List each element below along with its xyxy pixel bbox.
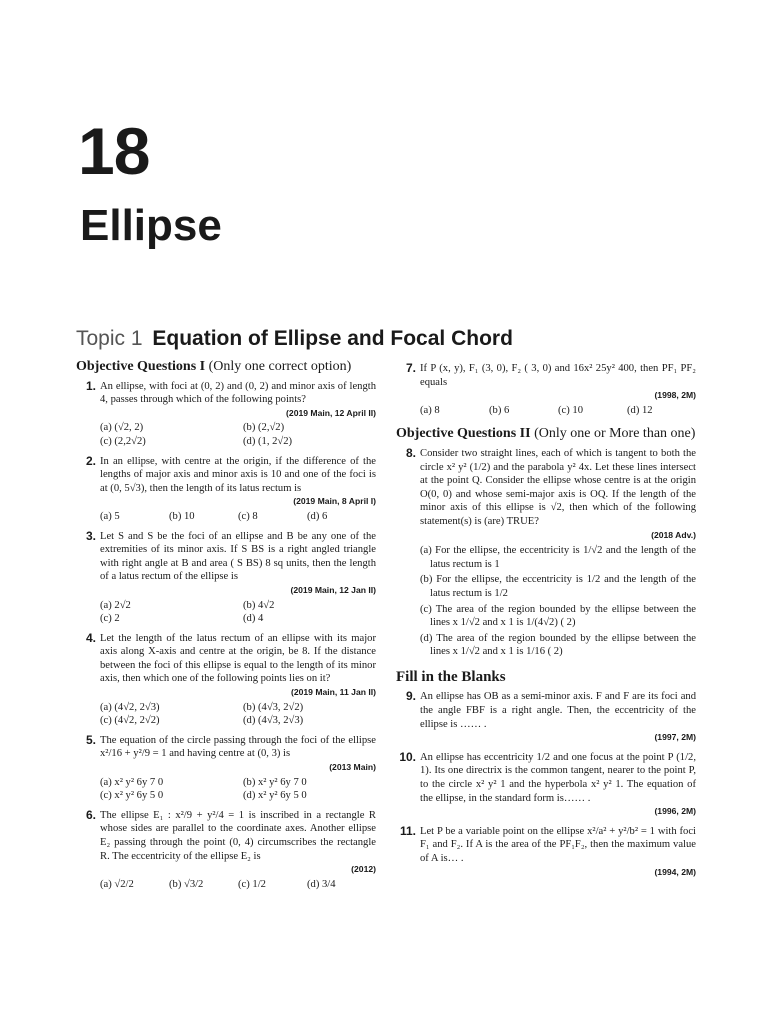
topic-title: Equation of Ellipse and Focal Chord: [152, 327, 513, 350]
option-b: (b) 10: [169, 510, 195, 522]
question-text: Let S and S be the foci of an ellipse and B be any one of the extremities of its minor axis. If S BS is a right angled triangle with right angle at B and area ( S BS) 8 sq units, then the length of a latus rectum of the ellipse is: [100, 530, 376, 583]
question-text: The ellipse E₁ : x²/9 + y²/4 = 1 is inscribed in a rectangle R whose sides are parallel to the coordinate axes. Another ellipse E₂ passing through the point (0, 4) circumscribes the rectangle R. The eccentricity of the ellipse E₂ is: [100, 809, 376, 862]
question-2: [76, 455, 376, 524]
right-column: [396, 362, 696, 885]
option-d: (d) x² y² 6y 5 0: [243, 790, 307, 802]
question-number: 1.: [85, 378, 96, 393]
question-7: [396, 362, 696, 417]
section-objective-2: [396, 427, 696, 441]
question-text: Let the length of the latus rectum of an ellipse with its major axis along X-axis and centre at the origin, be 8. If the distance between the foci of this ellipse is equal to the length of its minor axis, then which one of the following points lies on it?: [100, 632, 376, 685]
question-10: [396, 751, 696, 819]
option-d: (d) 3/4: [307, 878, 336, 890]
question-number: 4.: [85, 630, 96, 645]
section-fill-blanks: Fill in the Blanks: [396, 668, 506, 685]
topic-label: Topic 1: [76, 327, 143, 350]
question-1: [76, 380, 376, 449]
option-a: (a) x² y² 6y 7 0: [100, 776, 164, 788]
option-c: (c) (4√2, 2√2): [100, 715, 160, 727]
option-d: (d) The area of the region bounded by the ellipse between the lines x 1/√2 and x 1 is 1/16 ( 2): [420, 632, 696, 658]
option-a: (a) √2/2: [100, 878, 134, 890]
option-d: (d) 6: [307, 510, 328, 522]
chapter-number: 18: [78, 114, 150, 188]
section-title: Objective Questions II: [396, 426, 531, 442]
option-b: (b) (4√3, 2√2): [243, 701, 304, 713]
option-c: (c) 8: [238, 510, 258, 522]
chapter-title: Ellipse: [80, 201, 222, 250]
option-a: (a) 8: [420, 404, 440, 416]
option-c: (c) The area of the region bounded by the ellipse between the lines x 1/√2 and x 1 is 1/(4√2) ( 2): [420, 603, 696, 629]
option-a: (a) 2√2: [100, 599, 131, 611]
option-c: (c) x² y² 6y 5 0: [100, 790, 164, 802]
question-ref: (2013 Main): [329, 762, 376, 773]
question-text: Let P be a variable point on the ellipse x²/a² + y²/b² = 1 with foci F₁ and F₂. If A is the area of the PF₁F₂, then the maximum value of A is… .: [420, 825, 696, 864]
question-5: [76, 734, 376, 803]
question-ref: (2018 Adv.): [651, 529, 696, 540]
question-4: [76, 632, 376, 728]
question-8: [396, 447, 696, 659]
question-ref: (2019 Main, 8 April I): [293, 496, 376, 507]
option-d: (d) 4: [243, 613, 264, 625]
topic-heading: [76, 326, 513, 351]
question-ref: (1998, 2M): [654, 390, 696, 401]
question-3: [76, 530, 376, 626]
question-number: 7.: [405, 361, 416, 375]
question-text: In an ellipse, with centre at the origin, if the difference of the lengths of major axis and minor axis is 10 and one of the foci is at (0, 5√3), then the length of its latus rectum is: [100, 455, 376, 494]
question-text: Consider two straight lines, each of which is tangent to both the circle x² y² (1/2) and the parabola y² 4x. Let these lines intersect at the point Q. Consider the ellipse whose centre is at the origin O(0, 0) and whose semi-major axis is OQ. If the length of the minor axis of this ellipse is √2, then which of the following statement(s) is (are) TRUE?: [420, 447, 696, 527]
left-column: [76, 360, 376, 897]
option-a: (a) (4√2, 2√3): [100, 701, 160, 713]
question-6: [76, 809, 376, 892]
section-note: (Only one correct option): [208, 359, 352, 374]
question-number: 11.: [399, 823, 416, 838]
option-c: (c) (2,2√2): [100, 435, 146, 447]
option-b: (b) 4√2: [243, 599, 275, 611]
question-number: 2.: [85, 453, 96, 468]
question-text: If P (x, y), F₁ (3, 0), F₂ ( 3, 0) and 16x² 25y² 400, then PF₁ PF₂ equals: [420, 363, 696, 388]
question-9: [396, 690, 696, 744]
option-b: (b) √3/2: [169, 878, 204, 890]
question-number: 10.: [399, 749, 416, 764]
question-text: An ellipse, with foci at (0, 2) and (0, 2) and minor axis of length 4, passes through which of the following points?: [100, 380, 376, 406]
question-ref: (2019 Main, 12 April II): [286, 407, 376, 418]
option-b: (b) x² y² 6y 7 0: [243, 776, 307, 788]
option-a: (a) For the ellipse, the eccentricity is 1/√2 and the length of the latus rectum is 1: [420, 545, 696, 570]
question-ref: (2019 Main, 11 Jan II): [290, 687, 376, 698]
option-d: (d) (4√3, 2√3): [243, 715, 304, 727]
option-d: (d) (1, 2√2): [243, 435, 293, 447]
question-text: An ellipse has OB as a semi-minor axis. F and F are its foci and the angle FBF is a right angle. Then, the eccentricity of the ellipse is …… .: [420, 691, 696, 730]
question-number: 9.: [405, 689, 416, 704]
question-number: 8.: [405, 445, 416, 460]
question-number: 5.: [85, 732, 96, 747]
option-a: (a) 5: [100, 510, 120, 522]
option-b: (b) (2,√2): [243, 422, 285, 434]
section-title: Objective Questions I: [76, 359, 206, 374]
question-ref: (1997, 2M): [654, 732, 696, 743]
question-text: The equation of the circle passing through the foci of the ellipse x²/16 + y²/9 = 1 and having centre at (0, 3) is: [100, 734, 376, 760]
option-b: (b) For the ellipse, the eccentricity is 1/2 and the length of the latus rectum is 1/2: [420, 574, 696, 599]
question-number: 6.: [85, 807, 96, 822]
option-a: (a) (√2, 2): [100, 422, 144, 434]
question-11: [396, 825, 696, 879]
option-b: (b) 6: [489, 404, 510, 416]
option-c: (c) 2: [100, 613, 120, 625]
option-d: (d) 12: [627, 404, 653, 416]
question-ref: (1996, 2M): [654, 806, 696, 817]
question-ref: (1994, 2M): [654, 866, 696, 877]
question-ref: (2012): [351, 864, 376, 875]
section-note: (Only one or More than one): [534, 426, 696, 442]
question-number: 3.: [85, 528, 96, 543]
question-text: An ellipse has eccentricity 1/2 and one focus at the point P (1/2, 1). Its one directrix is the common tangent, nearer to the point P, to the circle x² y² 1 and the hyperbola x² y² 1. The equation of the ellipse, in the standard form is…… .: [420, 751, 696, 804]
option-c: (c) 10: [558, 404, 583, 416]
option-c: (c) 1/2: [238, 878, 266, 890]
section-objective-1: [76, 360, 376, 374]
question-ref: (2019 Main, 12 Jan II): [290, 584, 376, 595]
